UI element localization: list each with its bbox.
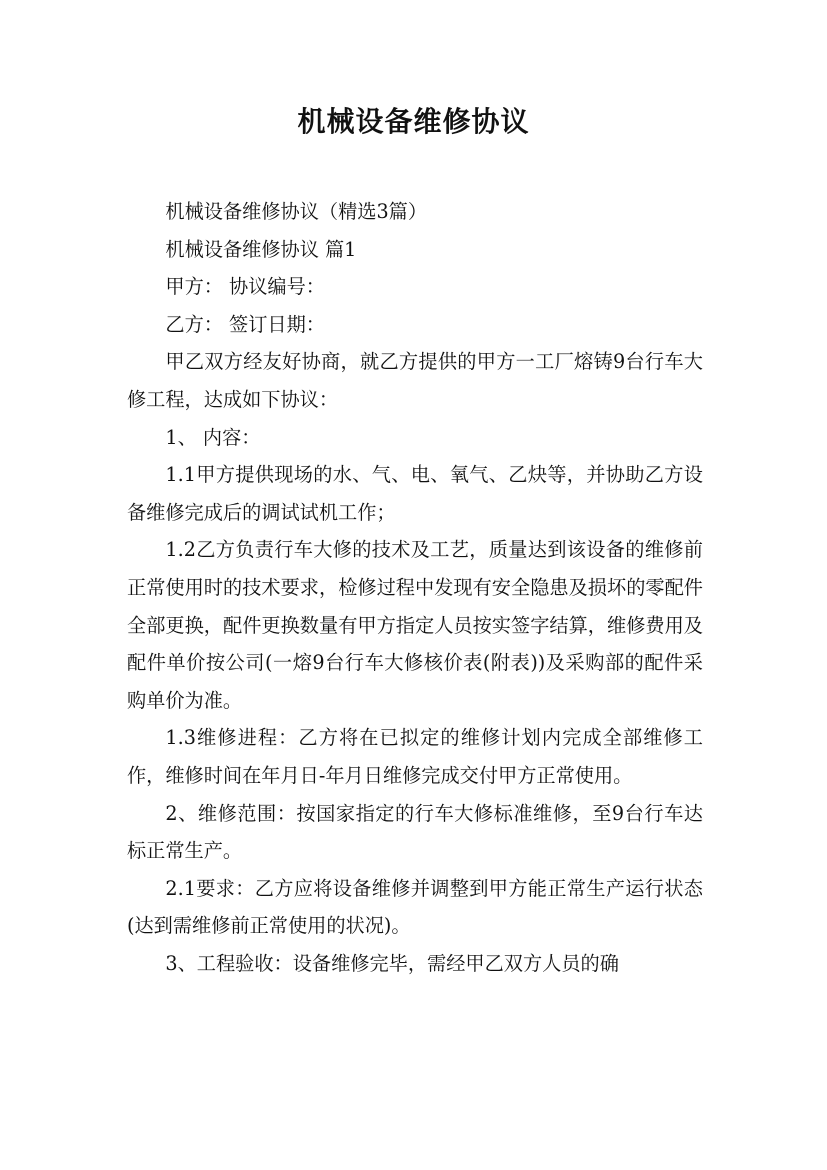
paragraph-clause-1-1: 1.1甲方提供现场的水、气、电、氧气、乙炔等，并协助乙方设备维修完成后的调试试机工作；: [127, 463, 703, 524]
paragraph-intro: 甲乙双方经友好协商，就乙方提供的甲方一工厂熔铸9台行车大修工程，达成如下协议：: [127, 350, 703, 411]
paragraph-subtitle: 机械设备维修协议（精选3篇）: [165, 200, 428, 223]
document-title: 机械设备维修协议: [297, 105, 530, 138]
paragraph-clause-2-1: 2.1要求：乙方应将设备维修并调整到甲方能正常生产运行状态(达到需维修前正常使用的状况)。: [127, 876, 703, 938]
paragraph-section-heading: 机械设备维修协议 篇1: [165, 237, 357, 261]
document-body: [127, 193, 703, 982]
paragraph-clause-1-2: 1.2乙方负责行车大修的技术及工艺，质量达到该设备的维修前正常使用时的技术要求，检修过程中发现有安全隐患及损坏的零配件全部更换，配件更换数量有甲方指定人员按实签字结算，维修费用及配件单价按公司(一熔9台行车大修核价表(附表))及采购部的配件采购单价为准。: [127, 538, 703, 712]
paragraph-clause-1: 1、 内容：: [165, 425, 261, 449]
paragraph-clause-1-3: 1.3维修进程：乙方将在已拟定的维修计划内完成全部维修工作，维修时间在年月日-年月日维修完成交付甲方正常使用。: [127, 726, 703, 787]
paragraph-party-a: 甲方： 协议编号：: [165, 275, 325, 299]
paragraph-clause-2: 2、维修范围：按国家指定的行车大修标准维修，至9台行车达标正常生产。: [127, 801, 703, 863]
paragraph-clause-3: 3、工程验收：设备维修完毕，需经甲乙双方人员的确: [165, 951, 619, 975]
paragraph-party-b: 乙方： 签订日期：: [165, 312, 325, 336]
